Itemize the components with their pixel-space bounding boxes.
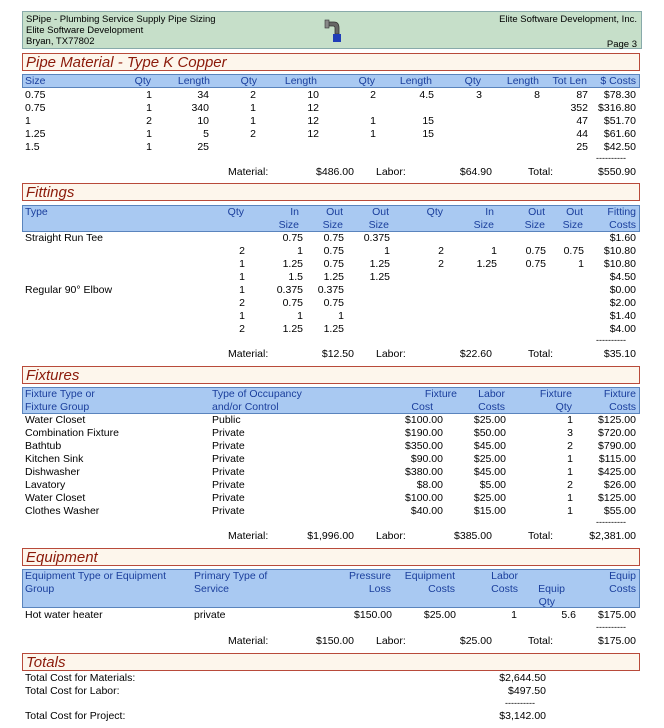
pipe-header-totlen: Tot Len: [552, 75, 587, 87]
fix-total-label: Total:: [528, 530, 554, 542]
pipe-material-total: $486.00: [316, 166, 354, 178]
fix-h2-costs2: Costs: [609, 401, 636, 413]
fixture-cell: $720.00: [598, 427, 636, 439]
fitting-cell: $2.00: [609, 297, 636, 309]
fitting-cell: $0.00: [609, 284, 636, 296]
eq-h2-equip: Equip: [538, 583, 565, 595]
fixture-type: Clothes Washer: [25, 505, 100, 517]
eq-h2-group: Group: [25, 583, 55, 595]
fixture-cell: 1: [567, 414, 573, 426]
fitting-cell: 1.25: [369, 258, 390, 270]
fix-h-type: Fixture Type or: [25, 388, 95, 400]
fixture-type: Bathtub: [25, 440, 62, 452]
pipe-header-len3: Length: [399, 75, 432, 87]
fit-h-qty2: Qty: [426, 206, 443, 218]
fix-h2-qty: Qty: [555, 401, 572, 413]
fit-total-label: Total:: [528, 348, 554, 360]
pipe-cell: 12: [307, 115, 319, 127]
fitting-cell: $4.50: [609, 271, 636, 283]
fitting-cell: 0.75: [323, 245, 344, 257]
pipe-header-costs: $ Costs: [600, 75, 636, 87]
fitting-cell: 1: [384, 245, 390, 257]
section-title-equipment: Equipment: [22, 548, 640, 566]
total-materials-label: Total Cost for Materials:: [25, 672, 136, 684]
fix-h2-control: and/or Control: [212, 401, 279, 413]
fixture-type: Water Closet: [25, 414, 86, 426]
pipe-cell: 1: [146, 141, 152, 153]
fitting-cell: 0.75: [525, 245, 546, 257]
fitting-cell: 1.25: [476, 258, 497, 270]
fixture-cell: $50.00: [473, 427, 506, 439]
fit-h-in2: In: [485, 206, 494, 218]
fit-h-fitting: Fitting: [607, 206, 636, 218]
section-title-fixtures: Fixtures: [22, 366, 640, 384]
fix-h-fixture-qty: Fixture: [539, 388, 572, 400]
fixture-type: Dishwasher: [25, 466, 80, 478]
equipment-dashes: ----------: [596, 622, 626, 632]
fixture-cell: $45.00: [473, 466, 506, 478]
fitting-cell: $4.00: [609, 323, 636, 335]
fixture-occupancy: Private: [212, 453, 245, 465]
fit-h-out4: Out: [566, 206, 583, 218]
fit-h-out1: Out: [326, 206, 343, 218]
eq-labor-label: Labor:: [376, 635, 406, 647]
fitting-cell: 1.25: [369, 271, 390, 283]
pipe-header-qty2: Qty: [240, 75, 257, 87]
fitting-cell: 0.75: [282, 297, 303, 309]
fitting-cell: 0.75: [282, 232, 303, 244]
eq-h2-labor-costs: Costs: [491, 583, 518, 595]
pipe-cell-size: 1: [25, 115, 31, 127]
pipe-header-qty3: Qty: [358, 75, 375, 87]
eq-h-labor: Labor: [491, 570, 518, 582]
fitting-cell: $10.80: [603, 245, 636, 257]
fixture-cell: 2: [567, 440, 573, 452]
eq-row-qty: 5.6: [561, 609, 576, 621]
fixture-cell: $100.00: [405, 414, 443, 426]
fixture-occupancy: Private: [212, 505, 245, 517]
fitting-cell: 1: [338, 310, 344, 322]
pipe-cell: 1: [370, 128, 376, 140]
totals-dashes: ----------: [505, 698, 535, 708]
fitting-cell: 0.75: [525, 258, 546, 270]
fitting-cell: 1: [239, 258, 245, 270]
pipe-cell: $78.30: [603, 89, 636, 101]
fit-h2-size2: Size: [322, 219, 343, 231]
fix-h2-cost: Cost: [411, 401, 433, 413]
fitting-cell: 1: [491, 245, 497, 257]
company-city: Bryan, TX77802: [26, 36, 95, 47]
fitting-cell: 2: [239, 297, 245, 309]
eq-h-type: Equipment Type or Equipment: [25, 570, 167, 582]
total-materials-value: $2,644.50: [499, 672, 546, 684]
fitting-cell: 0.375: [276, 284, 303, 296]
fitting-cell: $10.80: [603, 258, 636, 270]
fit-h2-costs: Costs: [609, 219, 636, 231]
pipe-cell: 12: [307, 102, 319, 114]
fitting-cell: 0.75: [323, 297, 344, 309]
pipe-cell: 2: [146, 115, 152, 127]
eq-h3-qty: Qty: [538, 596, 555, 608]
pipe-material-label: Material:: [228, 166, 269, 178]
fixture-cell: $125.00: [598, 414, 636, 426]
fixture-cell: $8.00: [416, 479, 443, 491]
pipe-cell: 3: [476, 89, 482, 101]
fit-h-out3: Out: [528, 206, 545, 218]
pipe-cell: 15: [422, 128, 434, 140]
pipe-cell: 47: [576, 115, 588, 127]
eq-row-service: private: [194, 609, 226, 621]
fitting-cell: $1.40: [609, 310, 636, 322]
equipment-column-header: [22, 569, 640, 608]
fixture-occupancy: Private: [212, 479, 245, 491]
fixture-cell: $40.00: [410, 505, 443, 517]
pipe-cell: 1: [250, 115, 256, 127]
fixture-cell: $125.00: [598, 492, 636, 504]
fitting-cell: 0.75: [563, 245, 584, 257]
fix-h2-group: Fixture Group: [25, 401, 90, 413]
eq-row-equip-cost: $25.00: [423, 609, 456, 621]
pipe-cell: 25: [197, 141, 209, 153]
pipe-cell: 4.5: [419, 89, 434, 101]
fixture-occupancy: Public: [212, 414, 241, 426]
eq-material-label: Material:: [228, 635, 269, 647]
fixture-cell: $350.00: [405, 440, 443, 452]
eq-h-service: Primary Type of: [194, 570, 268, 582]
fixture-type: Lavatory: [25, 479, 66, 491]
report-header: [22, 11, 642, 49]
fittings-column-header: [22, 205, 640, 232]
fitting-cell: 0.75: [323, 232, 344, 244]
fix-material-total: $1,996.00: [307, 530, 354, 542]
pipe-labor-label: Labor:: [376, 166, 406, 178]
fitting-cell: 0.375: [363, 232, 390, 244]
fit-h2-size1: Size: [278, 219, 299, 231]
pipe-cell: 87: [576, 89, 588, 101]
eq-total-label: Total:: [528, 635, 554, 647]
fitting-cell: 1.5: [288, 271, 303, 283]
pipe-cell: 5: [203, 128, 209, 140]
pipe-cell: 25: [576, 141, 588, 153]
fix-labor-total: $385.00: [454, 530, 492, 542]
app-title: SPipe - Plumbing Service Supply Pipe Sizing: [26, 14, 216, 25]
pipe-cell: 2: [250, 128, 256, 140]
fixture-cell: $25.00: [473, 414, 506, 426]
section-title-pipe: Pipe Material - Type K Copper: [22, 53, 640, 71]
pipe-header-len2: Length: [284, 75, 317, 87]
fixture-cell: 1: [567, 505, 573, 517]
pipe-cell-size: 0.75: [25, 102, 46, 114]
fixture-cell: $15.00: [473, 505, 506, 517]
fit-labor-total: $22.60: [459, 348, 492, 360]
pipe-cell-size: 1.5: [25, 141, 40, 153]
pipe-cell-size: 1.25: [25, 128, 46, 140]
fit-h2-size4: Size: [473, 219, 494, 231]
pipe-header-size: Size: [25, 75, 46, 87]
fixture-cell: $26.00: [603, 479, 636, 491]
fit-h2-size3: Size: [368, 219, 389, 231]
fix-h-labor: Labor: [478, 388, 505, 400]
fixture-cell: $55.00: [603, 505, 636, 517]
fixture-cell: 1: [567, 466, 573, 478]
fit-h2-size5: Size: [524, 219, 545, 231]
fixture-cell: $425.00: [598, 466, 636, 478]
fit-h-in1: In: [290, 206, 299, 218]
fixture-cell: $45.00: [473, 440, 506, 452]
total-labor-label: Total Cost for Labor:: [25, 685, 120, 697]
fixture-cell: 1: [567, 453, 573, 465]
section-title-totals: Totals: [22, 653, 640, 671]
fixture-cell: 1: [567, 492, 573, 504]
fixture-cell: $790.00: [598, 440, 636, 452]
eq-row-labor: 1: [511, 609, 517, 621]
fix-h-occupancy: Type of Occupancy: [212, 388, 302, 400]
fitting-cell: 1.25: [323, 323, 344, 335]
fit-material-total: $12.50: [321, 348, 354, 360]
section-title-fittings: Fittings: [22, 183, 640, 201]
pipe-cell: 1: [146, 102, 152, 114]
pipe-cell: 8: [534, 89, 540, 101]
eq-h2-equip-costs: Costs: [609, 583, 636, 595]
fixture-cell: $5.00: [479, 479, 506, 491]
fix-h-fixture-cost: Fixture: [424, 388, 457, 400]
pipe-cell: 44: [576, 128, 588, 140]
fitting-cell: 0.75: [323, 258, 344, 270]
fixture-occupancy: Private: [212, 492, 245, 504]
fitting-cell: 1: [578, 258, 584, 270]
fit-grand-total: $35.10: [603, 348, 636, 360]
fixture-type: Kitchen Sink: [25, 453, 84, 465]
pipe-cell: 15: [422, 115, 434, 127]
fixture-occupancy: Private: [212, 427, 245, 439]
company-name: Elite Software Development: [26, 25, 144, 36]
fixture-occupancy: Private: [212, 440, 245, 452]
pipe-column-header: [22, 74, 640, 88]
pipe-cell: 1: [146, 89, 152, 101]
pipe-cell-size: 0.75: [25, 89, 46, 101]
pipe-header-len1: Length: [177, 75, 210, 87]
fixture-cell: $115.00: [598, 453, 636, 465]
fixture-type: Combination Fixture: [25, 427, 119, 439]
pipe-cell: $51.70: [603, 115, 636, 127]
pipe-cell: 2: [370, 89, 376, 101]
fitting-cell: 1.25: [323, 271, 344, 283]
fixture-cell: $100.00: [405, 492, 443, 504]
faucet-logo-icon: [323, 16, 343, 46]
fixture-cell: $25.00: [473, 453, 506, 465]
fix-labor-label: Labor:: [376, 530, 406, 542]
fittings-dashes: ----------: [596, 335, 626, 345]
fixtures-dashes: ----------: [596, 517, 626, 527]
pipe-labor-total: $64.90: [459, 166, 492, 178]
pipe-cell: $316.80: [598, 102, 636, 114]
fitting-cell: 1: [239, 271, 245, 283]
fitting-cell: 2: [239, 323, 245, 335]
page-number: Page 3: [606, 39, 637, 50]
eq-h-equipment: Equipment: [404, 570, 455, 582]
fitting-cell: 1.25: [282, 258, 303, 270]
fix-h-fixture-costs: Fixture: [603, 388, 636, 400]
fix-h2-costs: Costs: [478, 401, 505, 413]
fitting-type: Straight Run Tee: [25, 232, 104, 244]
pipe-cell: 2: [250, 89, 256, 101]
eq-h-equip: Equip: [609, 570, 636, 582]
eq-row-costs: $175.00: [598, 609, 636, 621]
fit-material-label: Material:: [228, 348, 269, 360]
pipe-total-label: Total:: [528, 166, 554, 178]
fitting-cell: $1.60: [609, 232, 636, 244]
fitting-type: Regular 90° Elbow: [25, 284, 113, 296]
pipe-cell: 352: [570, 102, 588, 114]
pipe-cell: $42.50: [603, 141, 636, 153]
fitting-cell: 1: [297, 245, 303, 257]
fitting-cell: 1: [239, 310, 245, 322]
fixtures-column-header: [22, 387, 640, 414]
fitting-cell: 1.25: [282, 323, 303, 335]
total-labor-value: $497.50: [508, 685, 546, 697]
eq-grand-total: $175.00: [598, 635, 636, 647]
pipe-cell: $61.60: [603, 128, 636, 140]
fixture-cell: $380.00: [405, 466, 443, 478]
fixture-cell: 3: [567, 427, 573, 439]
fitting-cell: 1: [239, 284, 245, 296]
fitting-cell: 1: [297, 310, 303, 322]
fixture-cell: 2: [567, 479, 573, 491]
eq-labor-total: $25.00: [459, 635, 492, 647]
pipe-cell: 340: [191, 102, 209, 114]
pipe-cell: 1: [370, 115, 376, 127]
pipe-cell: 34: [197, 89, 209, 101]
pipe-grand-total: $550.90: [598, 166, 636, 178]
fitting-cell: 2: [438, 258, 444, 270]
eq-row-pressure: $150.00: [354, 609, 392, 621]
eq-h2-service: Service: [194, 583, 230, 595]
fixture-type: Water Closet: [25, 492, 86, 504]
eq-h2-loss: Loss: [368, 583, 391, 595]
eq-h-pressure: Pressure: [348, 570, 391, 582]
fit-labor-label: Labor:: [376, 348, 406, 360]
fitting-cell: 0.375: [317, 284, 344, 296]
fixture-occupancy: Private: [212, 466, 245, 478]
fixture-cell: $25.00: [473, 492, 506, 504]
pipe-header-len4: Length: [506, 75, 539, 87]
pipe-cell: 12: [307, 128, 319, 140]
pipe-cell: 1: [146, 128, 152, 140]
fix-material-label: Material:: [228, 530, 269, 542]
fixture-cell: $190.00: [405, 427, 443, 439]
pipe-cell: 10: [307, 89, 319, 101]
pipe-cell: 10: [197, 115, 209, 127]
fit-h-qty1: Qty: [227, 206, 244, 218]
eq-material-total: $150.00: [316, 635, 354, 647]
fitting-cell: 2: [239, 245, 245, 257]
total-project-value: $3,142.00: [499, 710, 546, 722]
right-company: Elite Software Development, Inc.: [499, 14, 637, 25]
eq-h2-costs: Costs: [428, 583, 455, 595]
pipe-dashes: ----------: [596, 153, 626, 163]
pipe-header-qty4: Qty: [464, 75, 481, 87]
fitting-cell: 2: [438, 245, 444, 257]
pipe-cell: 1: [250, 102, 256, 114]
fix-grand-total: $2,381.00: [589, 530, 636, 542]
fixture-cell: $90.00: [410, 453, 443, 465]
fit-h-out2: Out: [372, 206, 389, 218]
total-project-label: Total Cost for Project:: [25, 710, 126, 722]
pipe-header-qty1: Qty: [134, 75, 151, 87]
fit-h2-size6: Size: [562, 219, 583, 231]
fit-h-type: Type: [25, 206, 48, 218]
eq-row-type: Hot water heater: [25, 609, 103, 621]
